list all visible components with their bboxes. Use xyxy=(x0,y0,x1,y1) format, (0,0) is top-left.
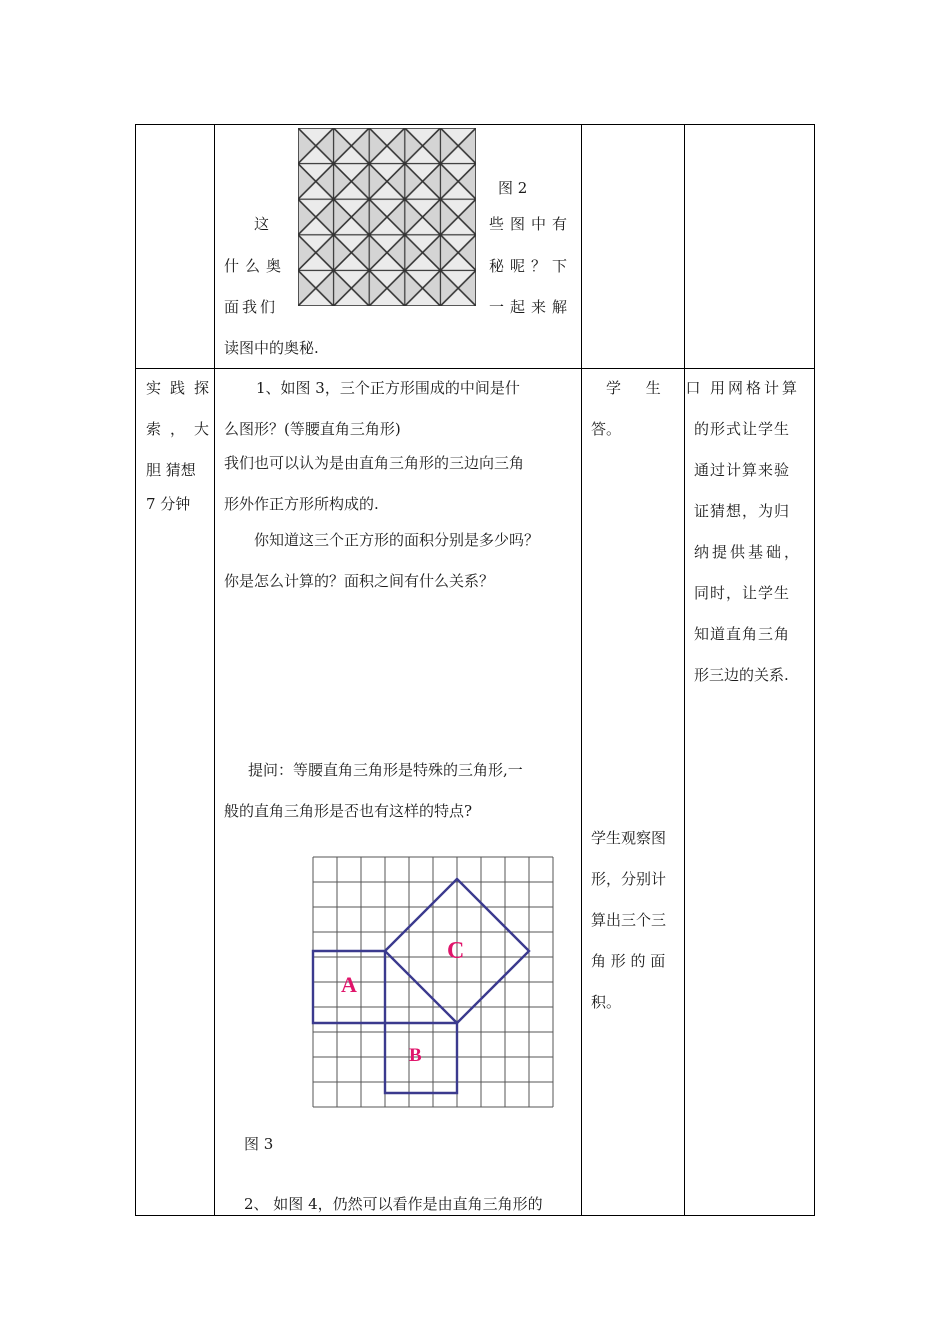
q2-line-1: 你知道这三个正方形的面积分别是多少吗？ xyxy=(254,531,540,549)
table-right-border xyxy=(814,124,815,1216)
intent-line-1: 用网格计算 xyxy=(710,379,801,397)
wrap-text-left-2: 什么奥 xyxy=(224,257,288,275)
q3-line-1: 2、 如图 4，仍然可以看作是由直角三角形的 xyxy=(244,1195,543,1213)
student-2-line-2: 形，分别计 xyxy=(591,870,667,888)
stage-line-3: 胆 猜想 xyxy=(146,461,196,479)
wrap-text-right-3: 一起来解 xyxy=(489,298,574,316)
col-divider-3 xyxy=(684,124,685,1216)
intent-line-8: 形三边的关系. xyxy=(694,666,789,684)
stage-line-4: 7 分钟 xyxy=(146,495,191,513)
q1-line-1: 1、如图 3，三个正方形围成的中间是什 xyxy=(256,379,520,397)
col-divider-2 xyxy=(581,124,582,1216)
student-2-line-3: 算出三个三 xyxy=(591,911,667,929)
student-2-line-1: 学生观察图 xyxy=(591,829,667,847)
figure-3-caption: 图 3 xyxy=(244,1135,274,1153)
table-top-border xyxy=(135,124,815,125)
question-line-2: 般的直角三角形是否也有这样的特点? xyxy=(224,802,473,820)
table-bottom-border xyxy=(135,1215,815,1216)
figure-2-pattern xyxy=(298,128,476,306)
label-c: C xyxy=(447,938,465,964)
question-line-1: 提问：等腰直角三角形是特殊的三角形,一 xyxy=(248,761,523,779)
q1-line-4: 形外作正方形所构成的. xyxy=(224,495,379,513)
row1-last-line: 读图中的奥秘. xyxy=(224,339,319,357)
student-2-line-4: 角 形 的 面 xyxy=(591,952,666,970)
figure-2-caption: 图 2 xyxy=(498,179,528,197)
student-1-line-1: 学 生 口 xyxy=(606,379,711,397)
table-left-border xyxy=(135,124,136,1216)
label-a: A xyxy=(341,972,357,997)
stage-line-1: 实践探 xyxy=(146,379,219,397)
wrap-text-right-2: 秘呢？下 xyxy=(489,257,574,275)
intent-line-3: 通过计算来验 xyxy=(694,461,791,479)
intent-line-6: 同时，让学生 xyxy=(694,584,791,602)
label-b: B xyxy=(409,1045,422,1066)
stage-line-2: 索，大 xyxy=(146,420,219,438)
intent-line-4: 证猜想，为归 xyxy=(694,502,791,520)
q2-line-2: 你是怎么计算的？面积之间有什么关系？ xyxy=(224,572,495,590)
wrap-text-left-3: 面我们 xyxy=(224,298,279,316)
student-2-line-5: 积。 xyxy=(591,993,622,1011)
wrap-text-right-1: 些图中有 xyxy=(489,215,574,233)
wrap-text-left-1: 这 xyxy=(254,215,270,233)
intent-line-5: 纳提供基础， xyxy=(694,543,803,561)
q1-line-3: 我们也可以认为是由直角三角形的三边向三角 xyxy=(224,454,525,472)
intent-line-7: 知道直角三角 xyxy=(694,625,791,643)
student-1-line-2: 答。 xyxy=(591,420,622,438)
figure-3-diagram xyxy=(310,854,554,1110)
col-divider-1 xyxy=(214,124,215,1216)
row-divider xyxy=(135,368,815,369)
q1-line-2: 么图形？(等腰直角三角形) xyxy=(224,420,401,438)
intent-line-2: 的形式让学生 xyxy=(694,420,791,438)
